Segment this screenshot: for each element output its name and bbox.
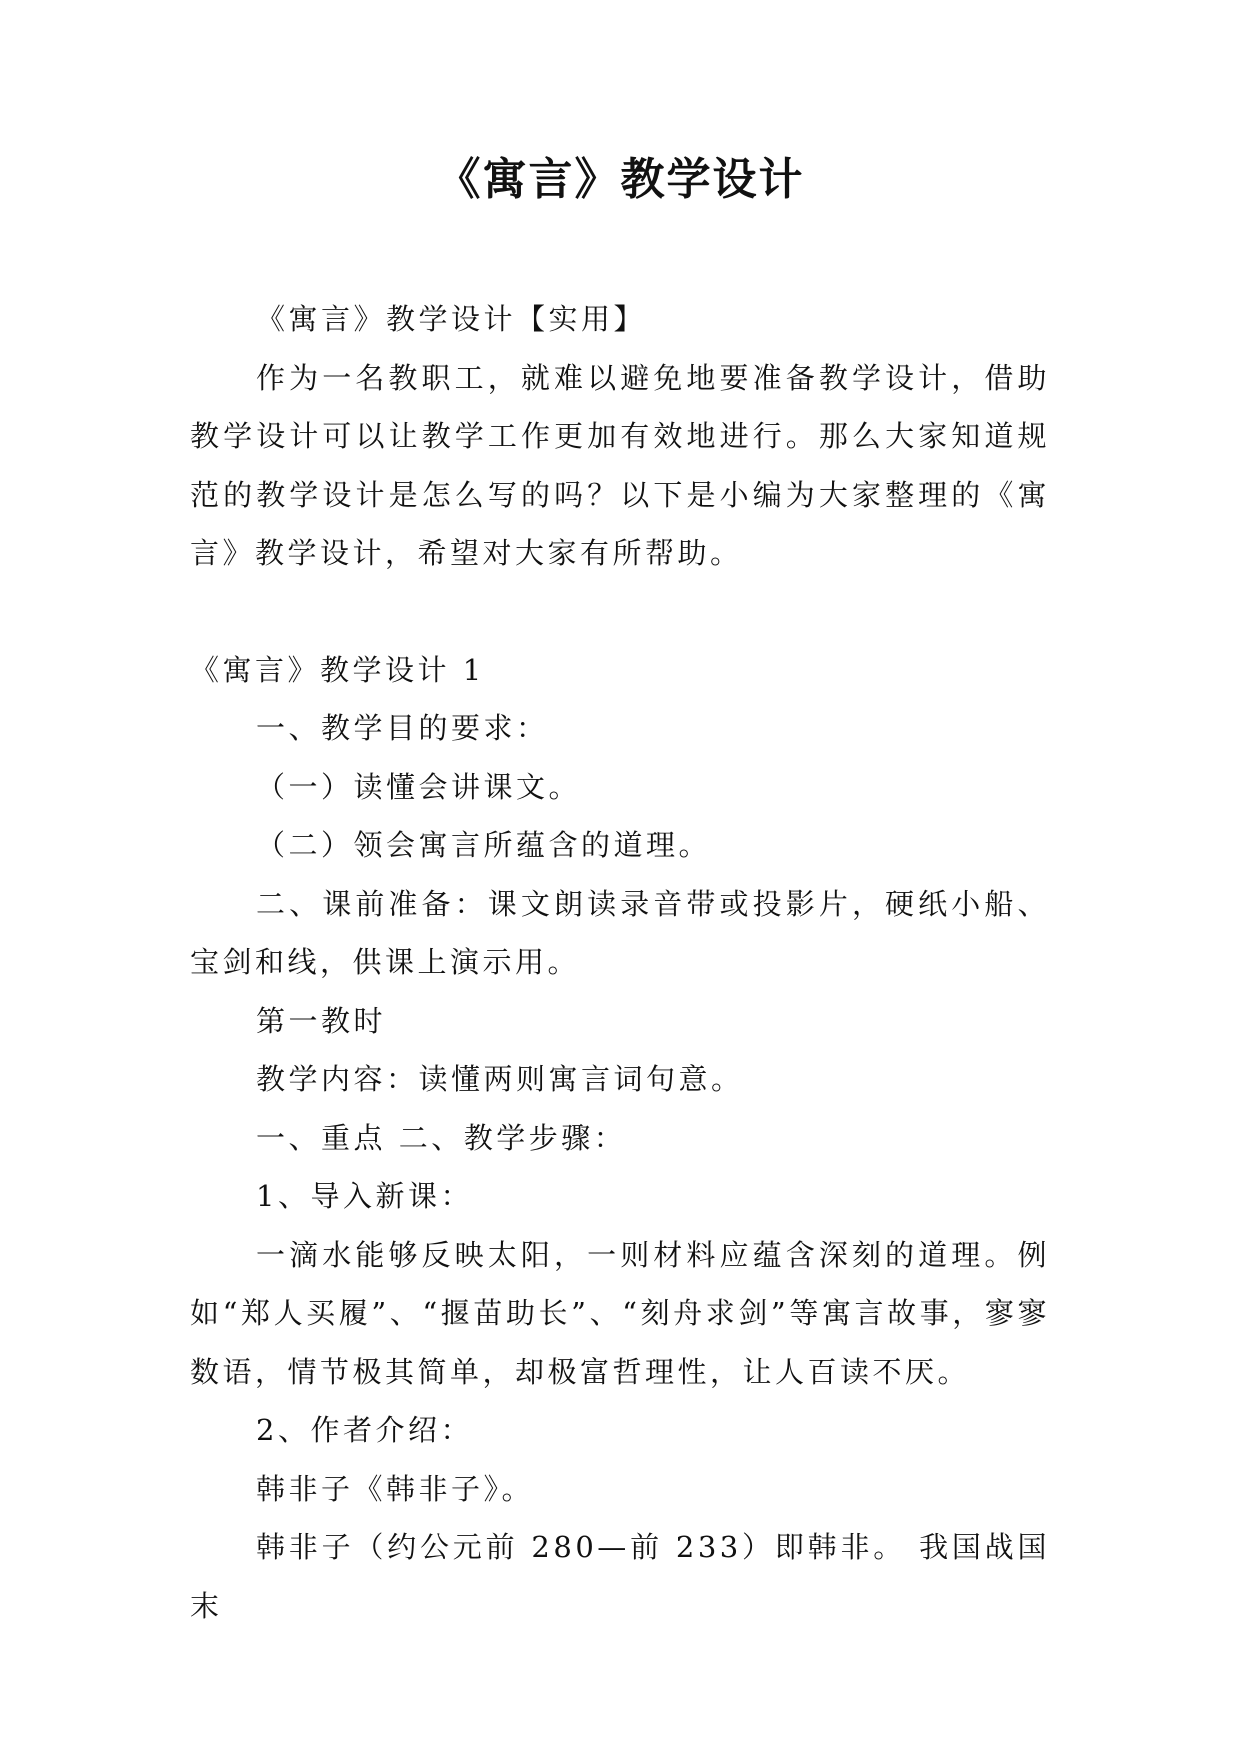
body-paragraph: （二）领会寓言所蕴含的道理。 bbox=[256, 828, 712, 862]
intro-paragraph: 作为一名教职工，就难以避免地要准备教学设计，借助教学设计可以让教学工作更加有效地进行。那么大家知道规范的教学设计是怎么写的吗？以下是小编为大家整理的《寓言》教学设计，希望对大家有所帮助。 bbox=[190, 360, 1050, 570]
subtitle-paragraph: 《寓言》教学设计【实用】 bbox=[256, 302, 647, 336]
section-heading: 《寓言》教学设计 1 bbox=[190, 652, 485, 687]
body-paragraph: （一）读懂会讲课文。 bbox=[256, 769, 582, 804]
body-paragraph: 2、作者介绍： bbox=[256, 1413, 473, 1447]
body-paragraph: 一、重点 二、教学步骤： bbox=[256, 1120, 627, 1155]
body-paragraph: 一滴水能够反映太阳，一则材料应蕴含深刻的道理。例如“郑人买履”、“揠苗助长”、“刻舟求剑”等寓言故事，寥寥数语，情节极其简单，却极富哲理性，让人百读不厌。 bbox=[190, 1237, 1050, 1389]
body-paragraph: 韩非子（约公元前 280—前 233）即韩非。 我国战国末 bbox=[190, 1530, 1050, 1623]
body-paragraph: 一、教学目的要求： bbox=[256, 711, 549, 745]
document-title: 《寓言》教学设计 bbox=[436, 154, 805, 205]
body-paragraph: 韩非子《韩非子》。 bbox=[256, 1471, 535, 1506]
body-paragraph: 第一教时 bbox=[256, 1003, 387, 1038]
body-paragraph: 二、课前准备：课文朗读录音带或投影片，硬纸小船、宝剑和线，供课上演示用。 bbox=[190, 886, 1050, 979]
paragraph-spacer bbox=[190, 583, 1050, 641]
document-body bbox=[190, 290, 1050, 1635]
body-paragraph: 教学内容：读懂两则寓言词句意。 bbox=[256, 1062, 744, 1096]
body-paragraph: 1、导入新课： bbox=[256, 1179, 473, 1213]
